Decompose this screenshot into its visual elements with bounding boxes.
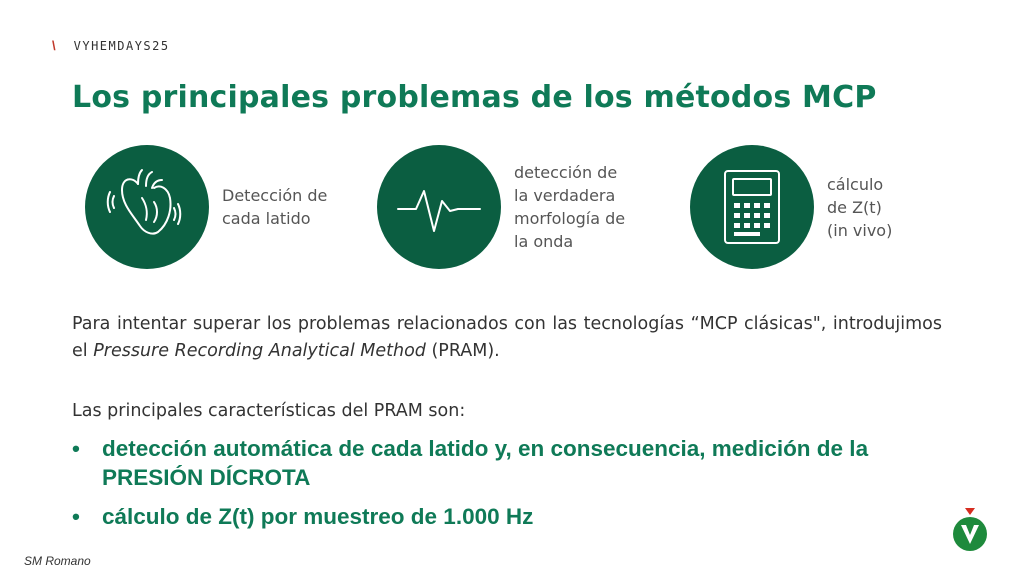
list-item: • detección automática de cada latido y, en consecuencia, medición de la PRESIÓN DÍCROTA bbox=[72, 436, 869, 490]
list-item: • cálculo de Z(t) por muestreo de 1.000 Hz bbox=[72, 504, 534, 529]
method-name: Pressure Recording Analytical Method bbox=[93, 341, 426, 361]
slash-mark: \ bbox=[52, 38, 56, 53]
heart-icon bbox=[85, 145, 209, 269]
feature-calculation bbox=[690, 145, 892, 269]
bullet-marker: • bbox=[72, 436, 80, 461]
author-footer: SM Romano bbox=[24, 554, 91, 568]
bullet-marker: • bbox=[72, 504, 80, 529]
calculator-icon bbox=[690, 145, 814, 269]
feature-waveform bbox=[377, 145, 625, 269]
feature-label: detección de la verdadera morfología de la onda bbox=[514, 163, 626, 251]
feature-label: cálculo de Z(t) (in vivo) bbox=[827, 174, 893, 240]
intro-paragraph: Para intentar superar los problemas relacionados con las tecnologías “MCP clásicas", introdujimos el Pressure Recording Analytical Method (PRAM). bbox=[72, 314, 942, 361]
v-logo-icon bbox=[952, 506, 988, 552]
feature-bullet-list bbox=[72, 434, 942, 541]
feature-label: Detección de cada latido bbox=[222, 186, 328, 228]
slide-title: Los principales problemas de los métodos MCP bbox=[72, 80, 877, 115]
features-subheading: Las principales características del PRAM son: bbox=[72, 401, 466, 421]
pulse-wave-icon bbox=[377, 145, 501, 269]
event-tag: VYHEMDAYS25 bbox=[73, 38, 170, 53]
feature-heartbeat bbox=[85, 145, 327, 269]
header-tag bbox=[52, 38, 170, 53]
